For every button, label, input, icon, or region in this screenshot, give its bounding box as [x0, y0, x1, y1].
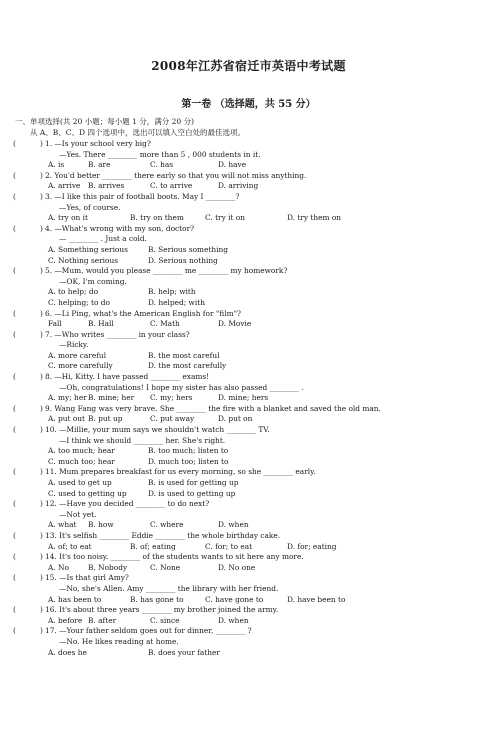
- answer-option: B. Serious something: [148, 244, 229, 254]
- options-line: [0, 393, 497, 404]
- answer-paren-open: (: [13, 223, 16, 233]
- answer-paren-open: (: [13, 573, 16, 583]
- options-line: [0, 563, 497, 574]
- answer-option: D. when: [218, 520, 249, 530]
- answer-option: Fall: [48, 319, 62, 329]
- answer-option: B. does your father: [148, 647, 220, 657]
- answer-paren-close: ): [40, 191, 43, 201]
- question-line: [0, 171, 497, 182]
- question-stem: 4. —What's wrong with my son, doctor?: [45, 223, 195, 233]
- instruction-text: 从 A、B、C、D 四个选项中，选出可以填入空白处的最佳选项。: [30, 128, 245, 137]
- answer-option: B. has gone to: [130, 594, 184, 604]
- dialog-text: —Ricky.: [59, 340, 89, 350]
- dialog-text: —Yes, of course.: [59, 202, 121, 212]
- question-stem: 7. —Who writes ________ in your class?: [45, 329, 190, 339]
- answer-option: B. after: [88, 615, 117, 625]
- dialog-line: [0, 383, 497, 394]
- question-line: [0, 605, 497, 616]
- answer-option: A. arrive: [48, 181, 81, 191]
- answer-option: D. the most carefully: [148, 361, 227, 371]
- answer-option: A. put out: [48, 414, 86, 424]
- options-line: [0, 181, 497, 192]
- question-stem: 8. —Hi, Kitty. I have passed ________ exams!: [45, 372, 210, 382]
- answer-option: C. since: [150, 615, 180, 625]
- question-stem: 5. —Mum, would you please ________ me ________ my homework?: [45, 266, 288, 276]
- answer-option: D. mine; hers: [218, 393, 269, 403]
- answer-option: D. is used to getting up: [148, 488, 236, 498]
- options-line: [0, 520, 497, 531]
- page-title: 2008年江苏省宿迁市英语中考试题: [151, 59, 346, 73]
- answer-option: C. where: [150, 520, 184, 530]
- question-stem: 12. —Have you decided ________ to do next?: [45, 499, 210, 509]
- dialog-text: —Oh, congratulations! I hope my sister has also passed ________ .: [59, 382, 304, 392]
- question-stem: 11. Mum prepares breakfast for us every morning, so she ________ early.: [45, 467, 316, 477]
- answer-option: A. what: [48, 520, 77, 530]
- question-line: [0, 499, 497, 510]
- answer-option: C. my; hers: [150, 393, 193, 403]
- answer-paren-open: (: [13, 530, 16, 540]
- answer-option: D. Serious nothing: [148, 255, 218, 265]
- question-stem: 17. —Your father seldom goes out for dinner, ________ ?: [45, 626, 252, 636]
- dialog-text: —No, she's Allen. Amy ________ the library with her friend.: [59, 583, 279, 593]
- question-line: [0, 626, 497, 637]
- dialog-text: —No. He likes reading at home.: [59, 636, 179, 646]
- answer-option: A. No: [48, 562, 69, 572]
- question-line: [0, 330, 497, 341]
- answer-option: B. mine; her: [88, 393, 135, 403]
- question-line: [0, 139, 497, 150]
- answer-option: C. to arrive: [150, 181, 193, 191]
- options-line: [0, 351, 497, 362]
- answer-paren-close: ): [40, 552, 43, 562]
- answer-option: D. have been to: [287, 594, 346, 604]
- dialog-line: [0, 436, 497, 447]
- answer-option: B. the most careful: [148, 350, 220, 360]
- answer-option: D. when: [218, 615, 249, 625]
- answer-paren-open: (: [13, 467, 16, 477]
- answer-option: B. Nobody: [88, 562, 128, 572]
- question-list: [0, 139, 497, 658]
- answer-option: D. No one: [218, 562, 256, 572]
- dialog-text: —Not yet.: [59, 509, 97, 519]
- dialog-line: [0, 234, 497, 245]
- options-line: [0, 489, 497, 500]
- answer-option: C. put away: [150, 414, 195, 424]
- answer-paren-close: ): [40, 626, 43, 636]
- answer-paren-open: (: [13, 191, 16, 201]
- answer-option: A. my; her: [48, 393, 87, 403]
- answer-option: D. Movie: [218, 319, 252, 329]
- options-line: [0, 245, 497, 256]
- answer-paren-open: (: [13, 139, 16, 148]
- answer-option: D. for; eating: [287, 541, 337, 551]
- options-line: [0, 213, 497, 224]
- question-stem: 10. —Millie, your mum says we shouldn't watch ________ TV.: [45, 425, 270, 435]
- options-line: [0, 256, 497, 267]
- answer-option: D. arriving: [218, 181, 259, 191]
- answer-option: A. before: [48, 615, 83, 625]
- dialog-text: — ________ . Just a cold.: [59, 234, 147, 244]
- options-line: [0, 160, 497, 171]
- answer-option: C. for; to eat: [205, 541, 253, 551]
- answer-paren-open: (: [13, 552, 16, 562]
- answer-option: C. more carefully: [48, 361, 113, 371]
- options-line: [0, 298, 497, 309]
- answer-option: C. much too; hear: [48, 456, 115, 466]
- answer-paren-close: ): [40, 467, 43, 477]
- question-line: [0, 192, 497, 203]
- answer-paren-close: ): [40, 170, 43, 180]
- question-line: [0, 266, 497, 277]
- answer-option: B. is used for getting up: [148, 478, 239, 487]
- options-line: [0, 319, 497, 330]
- question-stem: 6. —Li Ping, what's the American English for "film"?: [45, 308, 241, 318]
- answer-paren-open: (: [13, 605, 16, 615]
- answer-paren-close: ): [40, 403, 43, 413]
- question-line: [0, 425, 497, 436]
- part-heading: 第一卷 （选择题，共 55 分）: [181, 99, 316, 110]
- answer-paren-open: (: [13, 372, 16, 382]
- answer-paren-close: ): [40, 223, 43, 233]
- dialog-line: [0, 340, 497, 351]
- answer-option: D. put on: [218, 414, 253, 424]
- options-line: [0, 542, 497, 553]
- dialog-text: —Yes. There ________ more than 5 , 000 students in it.: [59, 149, 261, 159]
- answer-paren-close: ): [40, 530, 43, 540]
- options-line: [0, 648, 497, 659]
- question-stem: 13. It's selfish ________ Eddie ________ the whole birthday cake.: [45, 530, 281, 540]
- answer-option: B. are: [88, 160, 111, 170]
- options-line: [0, 446, 497, 457]
- answer-option: A. more careful: [48, 350, 107, 360]
- dialog-text: —OK, I'm coming.: [59, 276, 127, 286]
- answer-option: A. is: [48, 160, 65, 170]
- answer-option: D. try them on: [287, 213, 342, 223]
- dialog-line: [0, 637, 497, 648]
- answer-paren-close: ): [40, 605, 43, 615]
- answer-paren-close: ): [40, 573, 43, 583]
- answer-paren-open: (: [13, 266, 16, 276]
- dialog-text: —I think we should ________ her. She's right.: [59, 435, 226, 445]
- answer-option: B. how: [88, 520, 114, 530]
- dialog-line: [0, 150, 497, 161]
- question-line: [0, 224, 497, 235]
- question-line: [0, 531, 497, 542]
- options-line: [0, 457, 497, 468]
- answer-option: D. much too; listen to: [148, 456, 229, 466]
- answer-option: A. of; to eat: [48, 541, 92, 551]
- question-stem: 1. —Is your school very big?: [45, 139, 151, 148]
- options-line: [0, 414, 497, 425]
- answer-option: A. has been to: [48, 594, 102, 604]
- answer-option: C. have gone to: [205, 594, 264, 604]
- answer-option: B. Hall: [88, 319, 114, 329]
- answer-paren-close: ): [40, 329, 43, 339]
- answer-option: C. has: [150, 160, 174, 170]
- question-stem: 9. Wang Fang was very brave. She ________ the fire with a blanket and saved the old man.: [45, 403, 381, 413]
- question-line: [0, 309, 497, 320]
- answer-option: A. to help; do: [48, 287, 99, 297]
- answer-option: C. Math: [150, 319, 180, 329]
- question-stem: 3. —I like this pair of football boots. May I ________?: [45, 191, 240, 201]
- question-stem: 2. You'd better ________ there early so that you will not miss anything.: [45, 170, 307, 180]
- section-heading: 一、单项选择(共 20 小题；每小题 1 分，满分 20 分): [15, 117, 195, 126]
- answer-option: C. try it on: [205, 213, 246, 223]
- answer-option: B. try on them: [130, 213, 184, 223]
- question-line: [0, 573, 497, 584]
- dialog-line: [0, 510, 497, 521]
- question-line: [0, 404, 497, 415]
- answer-option: D. helped; with: [148, 297, 205, 307]
- question-line: [0, 372, 497, 383]
- options-line: [0, 595, 497, 606]
- question-line: [0, 467, 497, 478]
- answer-paren-close: ): [40, 139, 43, 148]
- dialog-line: [0, 203, 497, 214]
- answer-paren-close: ): [40, 499, 43, 509]
- question-stem: 15. —Is that girl Amy?: [45, 573, 129, 583]
- answer-option: B. of; eating: [130, 541, 176, 551]
- answer-paren-open: (: [13, 626, 16, 636]
- answer-paren-close: ): [40, 308, 43, 318]
- options-line: [0, 478, 497, 489]
- answer-paren-open: (: [13, 308, 16, 318]
- question-stem: 14. It's too noisy. ________ of the students wants to sit here any more.: [45, 552, 304, 562]
- options-line: [0, 361, 497, 372]
- question-line: [0, 552, 497, 563]
- answer-option: C. None: [150, 562, 181, 572]
- answer-paren-close: ): [40, 266, 43, 276]
- answer-paren-open: (: [13, 425, 16, 435]
- answer-option: B. too much; listen to: [148, 446, 229, 456]
- answer-paren-close: ): [40, 425, 43, 435]
- answer-option: A. too much; hear: [48, 446, 115, 456]
- answer-paren-open: (: [13, 329, 16, 339]
- answer-option: A. Something serious: [48, 244, 128, 254]
- answer-option: C. helping; to do: [48, 297, 110, 307]
- answer-option: C. used to getting up: [48, 488, 127, 498]
- answer-option: D. have: [218, 160, 247, 170]
- answer-paren-close: ): [40, 372, 43, 382]
- answer-paren-open: (: [13, 403, 16, 413]
- question-stem: 16. It's about three years ________ my brother joined the army.: [45, 605, 279, 615]
- options-line: [0, 616, 497, 627]
- answer-paren-open: (: [13, 499, 16, 509]
- answer-option: B. put up: [88, 414, 123, 424]
- answer-option: A. try on it: [48, 213, 88, 223]
- dialog-line: [0, 584, 497, 595]
- answer-option: C. Nothing serious: [48, 255, 119, 265]
- answer-option: B. help; with: [148, 287, 196, 297]
- dialog-line: [0, 277, 497, 288]
- answer-option: A. used to get up: [48, 478, 112, 487]
- answer-option: A. does he: [48, 647, 87, 657]
- answer-option: B. arrives: [88, 181, 125, 191]
- options-line: [0, 287, 497, 298]
- answer-paren-open: (: [13, 170, 16, 180]
